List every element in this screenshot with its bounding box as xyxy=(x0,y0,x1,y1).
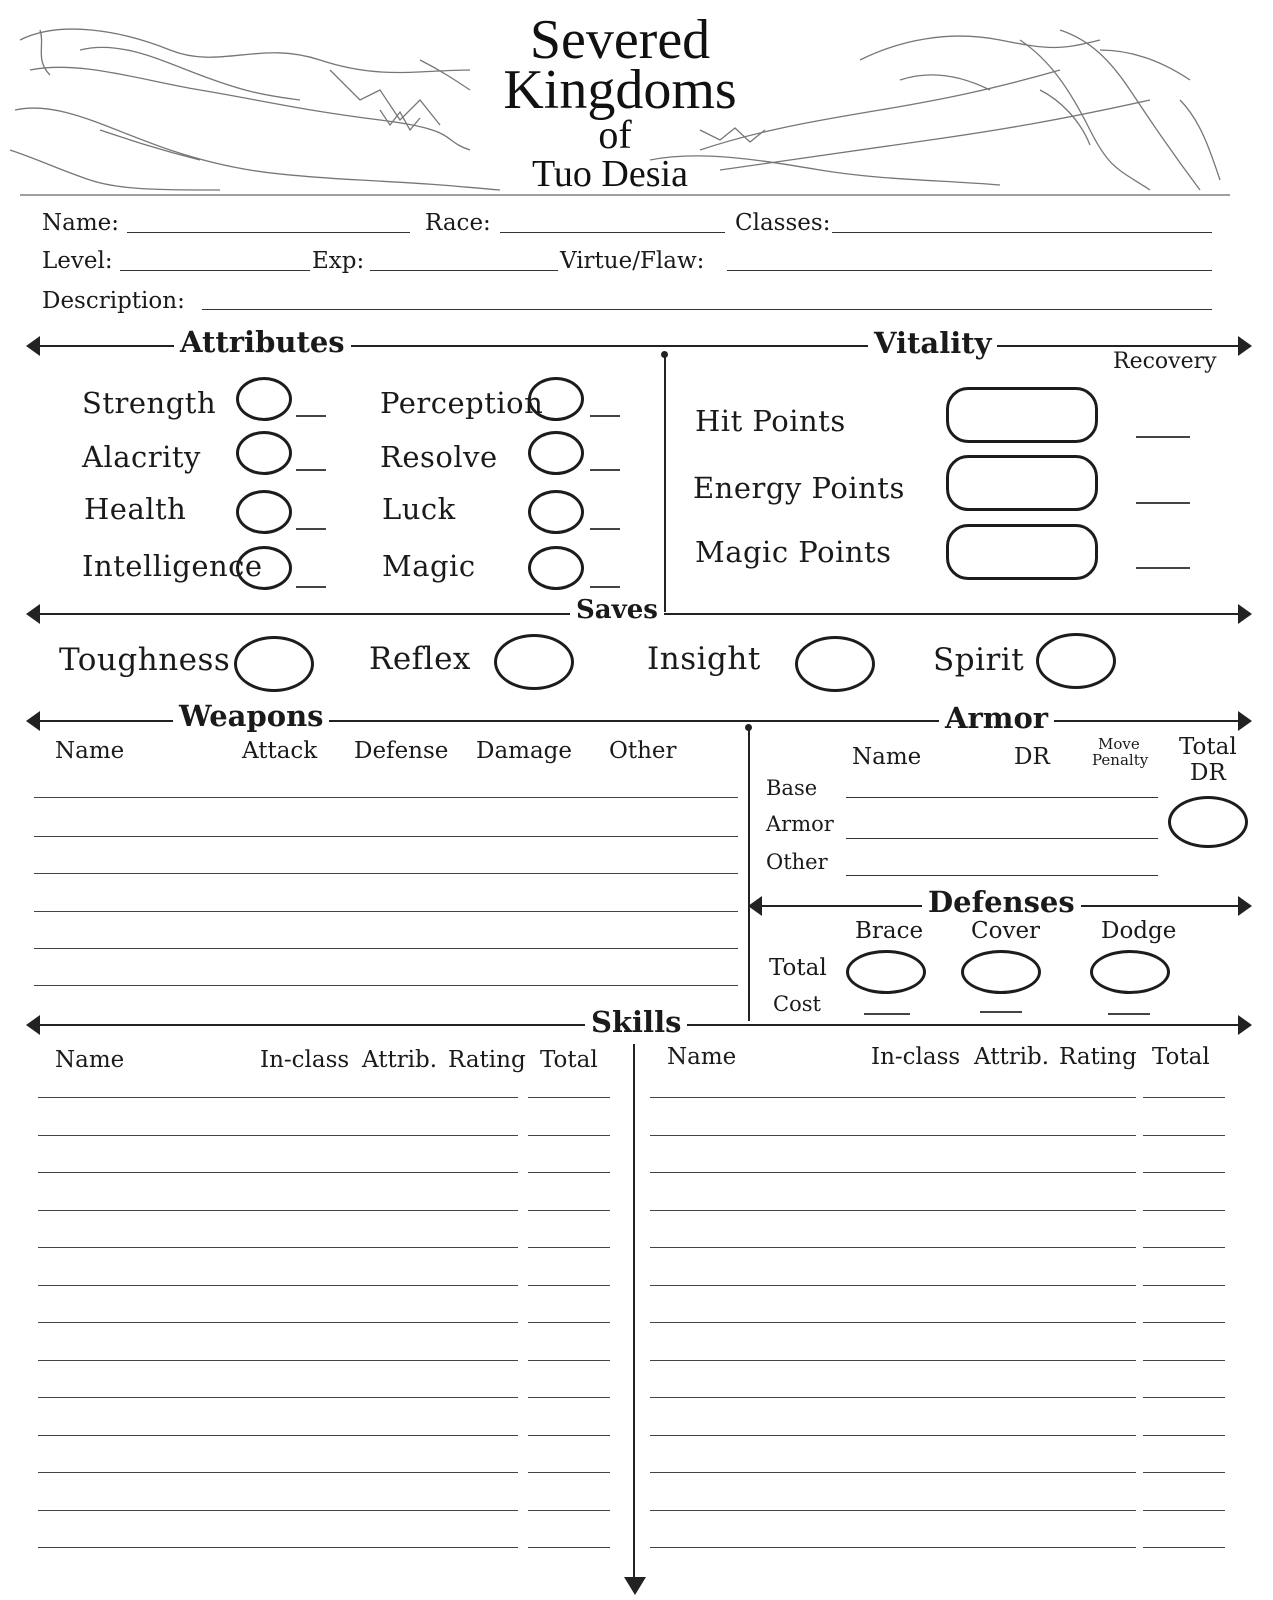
weapon-row[interactable] xyxy=(34,985,738,986)
armor-row-armor-field[interactable] xyxy=(846,838,1158,839)
title-line-3: of xyxy=(598,112,632,157)
armor-heading: Armor xyxy=(939,704,1054,733)
skill-row-line[interactable] xyxy=(1143,1172,1225,1173)
attr-alacrity-circle[interactable] xyxy=(236,431,292,475)
save-toughness-circle[interactable] xyxy=(234,636,314,692)
defense-brace-cost[interactable] xyxy=(864,1013,910,1015)
armor-col-penalty: Penalty xyxy=(1092,751,1149,769)
attr-resolve-mod[interactable] xyxy=(590,469,620,471)
attr-intelligence-mod[interactable] xyxy=(296,586,326,588)
skill-row-line[interactable] xyxy=(528,1397,610,1398)
magic-points-label: Magic Points xyxy=(695,535,892,569)
skill-row-line[interactable] xyxy=(650,1097,1136,1098)
skill-row-line[interactable] xyxy=(1143,1247,1225,1248)
attributes-vitality-divider xyxy=(664,354,666,612)
skill-row-line[interactable] xyxy=(1143,1547,1225,1548)
attr-luck-mod[interactable] xyxy=(590,528,620,530)
recovery-label: Recovery xyxy=(1113,349,1217,374)
attr-magic-label: Magic xyxy=(382,549,476,583)
attr-perception-mod[interactable] xyxy=(590,415,620,417)
defenses-total-label: Total xyxy=(769,955,827,981)
skill-row-line[interactable] xyxy=(650,1510,1136,1511)
skill-row-line[interactable] xyxy=(528,1360,610,1361)
save-spirit-label: Spirit xyxy=(933,642,1025,678)
attr-intelligence-label: Intelligence xyxy=(82,549,263,583)
attr-magic-mod[interactable] xyxy=(590,586,620,588)
name-label: Name: xyxy=(42,210,120,236)
attr-strength-mod[interactable] xyxy=(296,415,326,417)
weapon-row[interactable] xyxy=(34,797,738,798)
skill-row-line[interactable] xyxy=(1143,1397,1225,1398)
save-spirit-circle[interactable] xyxy=(1036,633,1116,689)
hit-points-label: Hit Points xyxy=(695,404,846,438)
armor-row-armor-label: Armor xyxy=(766,812,834,836)
skill-row-line[interactable] xyxy=(528,1435,610,1436)
attr-magic-circle[interactable] xyxy=(528,546,584,590)
skill-row-line[interactable] xyxy=(528,1472,610,1473)
skill-row-line[interactable] xyxy=(1143,1135,1225,1136)
skill-row-line[interactable] xyxy=(528,1135,610,1136)
attr-alacrity-label: Alacrity xyxy=(82,440,201,474)
virtue-flaw-label: Virtue/Flaw: xyxy=(560,248,705,274)
skill-row-line[interactable] xyxy=(38,1435,518,1436)
skill-row-line[interactable] xyxy=(1143,1472,1225,1473)
skill-row-line[interactable] xyxy=(528,1285,610,1286)
skills-left-col-inclass: In-class xyxy=(260,1047,350,1073)
weapons-armor-dot xyxy=(745,724,752,731)
skill-row-line[interactable] xyxy=(1143,1210,1225,1211)
attr-health-mod[interactable] xyxy=(296,528,326,530)
skill-row-line[interactable] xyxy=(650,1397,1136,1398)
attributes-heading: Attributes xyxy=(174,328,351,357)
skills-column-divider xyxy=(633,1044,635,1584)
defense-cover-cost[interactable] xyxy=(980,1011,1022,1013)
attr-luck-circle[interactable] xyxy=(528,490,584,534)
skill-row-line[interactable] xyxy=(1143,1285,1225,1286)
attr-strength-label: Strength xyxy=(82,386,217,420)
skill-row-line[interactable] xyxy=(38,1547,518,1548)
skill-row-line[interactable] xyxy=(650,1472,1136,1473)
save-toughness-label: Toughness xyxy=(59,642,231,678)
defense-dodge-cost[interactable] xyxy=(1108,1013,1150,1015)
race-field[interactable] xyxy=(500,232,725,233)
skill-row-line[interactable] xyxy=(1143,1097,1225,1098)
skill-row-line[interactable] xyxy=(38,1397,518,1398)
weapon-row[interactable] xyxy=(34,836,738,837)
weapon-row[interactable] xyxy=(34,911,738,912)
armor-col-move: Move xyxy=(1098,735,1140,753)
armor-col-dr: DR xyxy=(1014,744,1050,770)
skill-row-line[interactable] xyxy=(528,1247,610,1248)
attr-resolve-label: Resolve xyxy=(380,440,498,474)
skill-row-line[interactable] xyxy=(1143,1360,1225,1361)
skill-row-line[interactable] xyxy=(650,1322,1136,1323)
weapons-heading: Weapons xyxy=(173,702,329,731)
defenses-col-brace: Brace xyxy=(855,918,924,944)
save-reflex-circle[interactable] xyxy=(494,634,574,690)
attr-health-circle[interactable] xyxy=(236,490,292,534)
weapons-col-defense: Defense xyxy=(354,738,449,764)
defenses-col-dodge: Dodge xyxy=(1101,918,1177,944)
hit-points-recovery[interactable] xyxy=(1136,436,1190,438)
skills-right-col-name: Name xyxy=(667,1044,737,1070)
skill-row-line[interactable] xyxy=(1143,1510,1225,1511)
skill-row-line[interactable] xyxy=(528,1547,610,1548)
title-line-4: Tuo Desia xyxy=(532,153,688,195)
skill-row-line[interactable] xyxy=(1143,1435,1225,1436)
saves-heading: Saves xyxy=(570,597,664,623)
skill-row-line[interactable] xyxy=(528,1510,610,1511)
skills-left-col-attrib: Attrib. xyxy=(362,1047,438,1073)
classes-field[interactable] xyxy=(832,232,1212,233)
skills-divider-end xyxy=(622,1575,648,1597)
name-field[interactable] xyxy=(127,232,410,233)
skills-right-col-total: Total xyxy=(1152,1044,1210,1070)
skill-row-line[interactable] xyxy=(38,1510,518,1511)
virtue-flaw-field[interactable] xyxy=(727,270,1212,271)
attr-resolve-circle[interactable] xyxy=(528,431,584,475)
save-insight-label: Insight xyxy=(647,641,761,677)
defense-brace-circle[interactable] xyxy=(846,950,926,994)
save-insight-circle[interactable] xyxy=(795,636,875,692)
skill-row-line[interactable] xyxy=(650,1285,1136,1286)
skills-right-col-attrib: Attrib. xyxy=(974,1044,1050,1070)
description-label: Description: xyxy=(42,288,185,314)
energy-points-recovery[interactable] xyxy=(1136,502,1190,504)
skill-row-line[interactable] xyxy=(38,1172,518,1173)
skill-row-line[interactable] xyxy=(528,1210,610,1211)
skills-heading: Skills xyxy=(585,1008,687,1037)
title-line-2: Kingdoms xyxy=(503,59,737,121)
title-line-1: Severed xyxy=(529,9,711,71)
skills-left-col-total: Total xyxy=(540,1047,598,1073)
vitality-heading: Vitality xyxy=(868,329,997,358)
skill-row-line[interactable] xyxy=(38,1210,518,1211)
skill-row-line[interactable] xyxy=(38,1285,518,1286)
exp-label: Exp: xyxy=(312,248,365,274)
skill-row-line[interactable] xyxy=(38,1247,518,1248)
armor-col-total-dr: DR xyxy=(1190,760,1226,786)
defenses-col-cover: Cover xyxy=(971,918,1041,944)
level-label: Level: xyxy=(42,248,113,274)
total-dr-circle[interactable] xyxy=(1168,796,1248,848)
skill-row-line[interactable] xyxy=(650,1247,1136,1248)
skills-right-col-rating: Rating xyxy=(1059,1044,1137,1070)
skill-row-line[interactable] xyxy=(650,1210,1136,1211)
weapons-col-name: Name xyxy=(55,738,125,764)
skill-row-line[interactable] xyxy=(650,1172,1136,1173)
skill-row-line[interactable] xyxy=(38,1360,518,1361)
armor-col-name: Name xyxy=(852,744,922,770)
exp-field[interactable] xyxy=(370,270,558,271)
attr-alacrity-mod[interactable] xyxy=(296,469,326,471)
weapon-row[interactable] xyxy=(34,948,738,949)
defenses-heading: Defenses xyxy=(922,888,1081,917)
skill-row-line[interactable] xyxy=(38,1472,518,1473)
attr-health-label: Health xyxy=(84,492,187,526)
armor-col-total: Total xyxy=(1179,734,1237,760)
weapons-col-damage: Damage xyxy=(476,738,573,764)
description-field[interactable] xyxy=(202,309,1212,310)
skill-row-line[interactable] xyxy=(650,1360,1136,1361)
defenses-cost-label: Cost xyxy=(773,992,821,1016)
defense-dodge-circle[interactable] xyxy=(1090,950,1170,994)
divider-dot xyxy=(661,351,668,358)
weapons-col-attack: Attack xyxy=(242,738,318,764)
armor-row-base-label: Base xyxy=(766,776,818,800)
skill-row-line[interactable] xyxy=(38,1322,518,1323)
attr-perception-circle[interactable] xyxy=(528,377,584,421)
skills-left-col-rating: Rating xyxy=(448,1047,526,1073)
attr-perception-label: Perception xyxy=(380,386,544,420)
skills-left-col-name: Name xyxy=(55,1047,125,1073)
attr-strength-circle[interactable] xyxy=(236,377,292,421)
skill-row-line[interactable] xyxy=(528,1322,610,1323)
race-label: Race: xyxy=(425,210,491,236)
magic-points-box[interactable] xyxy=(946,524,1098,580)
skill-row-line[interactable] xyxy=(1143,1322,1225,1323)
attr-intelligence-circle[interactable] xyxy=(236,546,292,590)
attr-luck-label: Luck xyxy=(382,492,456,526)
weapons-armor-divider xyxy=(748,727,750,1021)
skills-right-col-inclass: In-class xyxy=(871,1044,961,1070)
energy-points-label: Energy Points xyxy=(693,471,905,505)
armor-row-base-field[interactable] xyxy=(846,797,1158,798)
weapon-row[interactable] xyxy=(34,873,738,874)
hit-points-box[interactable] xyxy=(946,387,1098,443)
classes-label: Classes: xyxy=(735,210,831,236)
skill-row-line[interactable] xyxy=(38,1097,518,1098)
level-field[interactable] xyxy=(120,270,310,271)
skill-row-line[interactable] xyxy=(650,1547,1136,1548)
skill-row-line[interactable] xyxy=(528,1097,610,1098)
skill-row-line[interactable] xyxy=(38,1135,518,1136)
magic-points-recovery[interactable] xyxy=(1136,567,1190,569)
armor-row-other-field[interactable] xyxy=(846,875,1158,876)
energy-points-box[interactable] xyxy=(946,455,1098,511)
skill-row-line[interactable] xyxy=(650,1135,1136,1136)
weapons-col-other: Other xyxy=(609,738,677,764)
skill-row-line[interactable] xyxy=(650,1435,1136,1436)
skill-row-line[interactable] xyxy=(528,1172,610,1173)
armor-row-other-label: Other xyxy=(766,850,828,874)
defense-cover-circle[interactable] xyxy=(961,950,1041,994)
save-reflex-label: Reflex xyxy=(369,641,471,677)
